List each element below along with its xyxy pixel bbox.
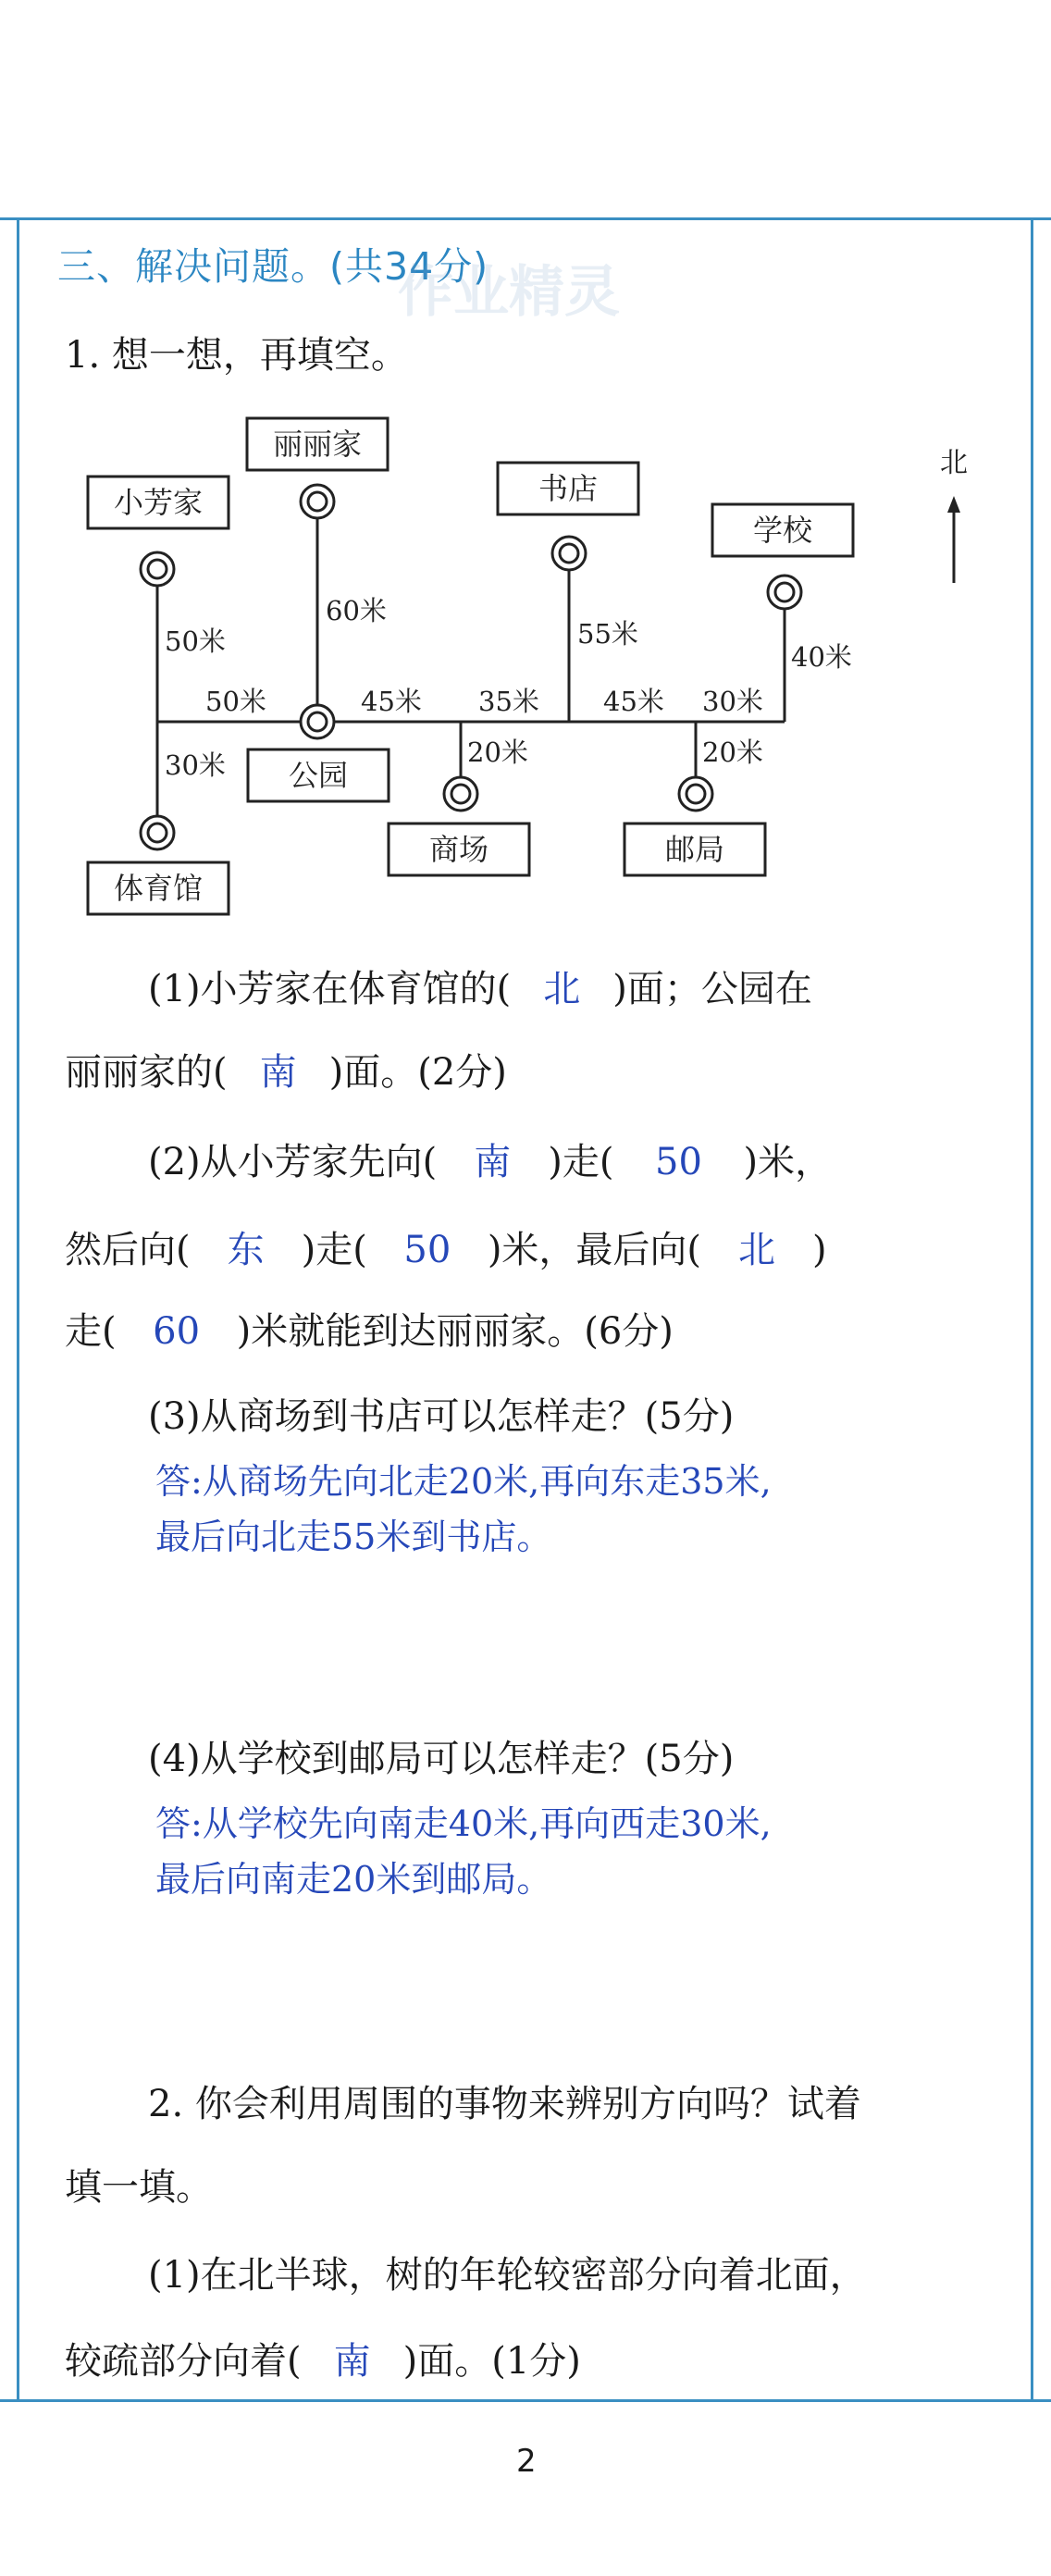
location-markers (141, 485, 801, 849)
tiyuguan-marker-icon (141, 816, 174, 849)
q1-p2-answer2: 50 (655, 1141, 702, 1183)
map-diagram (0, 398, 1051, 953)
q1-p2-line3 (65, 1309, 674, 1354)
q1-p2-text-f: )米，最后向( (487, 1229, 702, 1271)
q1-p2-text-c: )米， (743, 1141, 833, 1183)
xiaofang-marker-icon (141, 552, 174, 586)
q1-p1-text-c: 丽丽家的( (65, 1051, 228, 1094)
q1-p2-text-d: 然后向( (65, 1229, 191, 1271)
gongyuan-marker-icon (301, 705, 334, 738)
north-arrow-icon (947, 496, 960, 583)
q2-stem-line1: 2. 你会利用周围的事物来辨别方向吗？试着 (148, 2083, 861, 2125)
place-xiaofang: 小芳家 (113, 485, 204, 520)
q1-p2-answer6: 60 (153, 1310, 201, 1353)
place-youju: 邮局 (664, 832, 725, 867)
dist-lili: 60米 (326, 595, 387, 626)
dist-shudian: 55米 (577, 618, 638, 650)
youju-marker-icon (679, 777, 712, 811)
q1-stem: 1. 想一想，再填空。 (65, 334, 408, 377)
q1-p2-answer4: 50 (403, 1229, 451, 1271)
q1-p2-answer3: 东 (227, 1229, 265, 1271)
q1-p2-text-i: )米就能到达丽丽家。(6分) (236, 1310, 674, 1353)
xuexiao-marker-icon (768, 576, 801, 609)
place-gongyuan: 公园 (288, 758, 349, 793)
dist-h30: 30米 (702, 686, 763, 717)
q1-p3-question: (3)从商场到书店可以怎样走？(5分) (148, 1395, 735, 1438)
q1-p4-answer-line1: 答:从学校先向南走40米,再向西走30米, (155, 1803, 772, 1844)
q1-p1-answer1: 北 (543, 968, 581, 1010)
lili-marker-icon (301, 485, 334, 518)
q1-p2-answer5: 北 (738, 1229, 776, 1271)
q1-p2-text-a: (2)从小芳家先向( (148, 1141, 438, 1183)
north-label: 北 (940, 447, 968, 479)
dist-h35: 35米 (478, 686, 539, 717)
dist-tiyuguan: 30米 (165, 749, 226, 781)
shangchang-marker-icon (444, 777, 477, 811)
page-number: 2 (516, 2443, 537, 2480)
place-shangchang: 商场 (428, 832, 489, 867)
q1-p1-text-a: (1)小芳家在体育馆的( (148, 968, 512, 1010)
q2-p1-text-a: 较疏部分向着( (65, 2340, 302, 2383)
shudian-marker-icon (552, 537, 586, 570)
q1-p2-text-h: 走( (65, 1310, 117, 1353)
dist-h45a: 45米 (361, 686, 422, 717)
q1-p1-answer2: 南 (259, 1051, 297, 1094)
q1-p1-line2 (65, 1050, 507, 1095)
q1-p3-answer-line2: 最后向北走55米到书店。 (155, 1517, 552, 1557)
q1-p1-text-b: )面；公园在 (612, 968, 812, 1010)
dist-h50: 50米 (205, 686, 266, 717)
q1-p1-text-d: )面。(2分) (328, 1051, 507, 1094)
dist-xiaofang: 50米 (165, 625, 226, 657)
watermark: 作业精灵 (398, 260, 620, 325)
place-lili: 丽丽家 (272, 427, 363, 462)
q2-p1-text-b: )面。(1分) (402, 2340, 581, 2383)
q2-p1-line1: (1)在北半球，树的年轮较密部分向着北面， (148, 2254, 867, 2297)
q2-stem-line2: 填一填。 (65, 2166, 213, 2209)
place-xuexiao: 学校 (752, 513, 813, 548)
q1-p4-answer-line2: 最后向南走20米到邮局。 (155, 1859, 552, 1900)
q1-p4-question: (4)从学校到邮局可以怎样走？(5分) (148, 1738, 735, 1780)
dist-h45b: 45米 (603, 686, 664, 717)
q1-p2-line1 (148, 1140, 832, 1184)
q1-p2-text-e: )走( (301, 1229, 367, 1271)
q1-p2-text-g: ) (812, 1229, 827, 1271)
dist-xuexiao: 40米 (791, 641, 852, 673)
dist-shangchang: 20米 (467, 737, 528, 768)
q2-p1-line2 (65, 2339, 581, 2384)
q1-p3-answer-line1: 答:从商场先向北走20米,再向东走35米, (155, 1461, 772, 1502)
q1-p2-answer1: 南 (474, 1141, 512, 1183)
place-tiyuguan: 体育馆 (113, 871, 204, 906)
q1-p2-line2 (65, 1228, 827, 1272)
q1-p2-text-b: )走( (548, 1141, 614, 1183)
q2-p1-answer: 南 (333, 2340, 371, 2383)
place-shudian: 书店 (538, 471, 599, 506)
dist-youju: 20米 (702, 737, 763, 768)
q1-p1-line1 (148, 967, 812, 1011)
section-title: 三、解决问题。(共34分) (57, 244, 489, 289)
